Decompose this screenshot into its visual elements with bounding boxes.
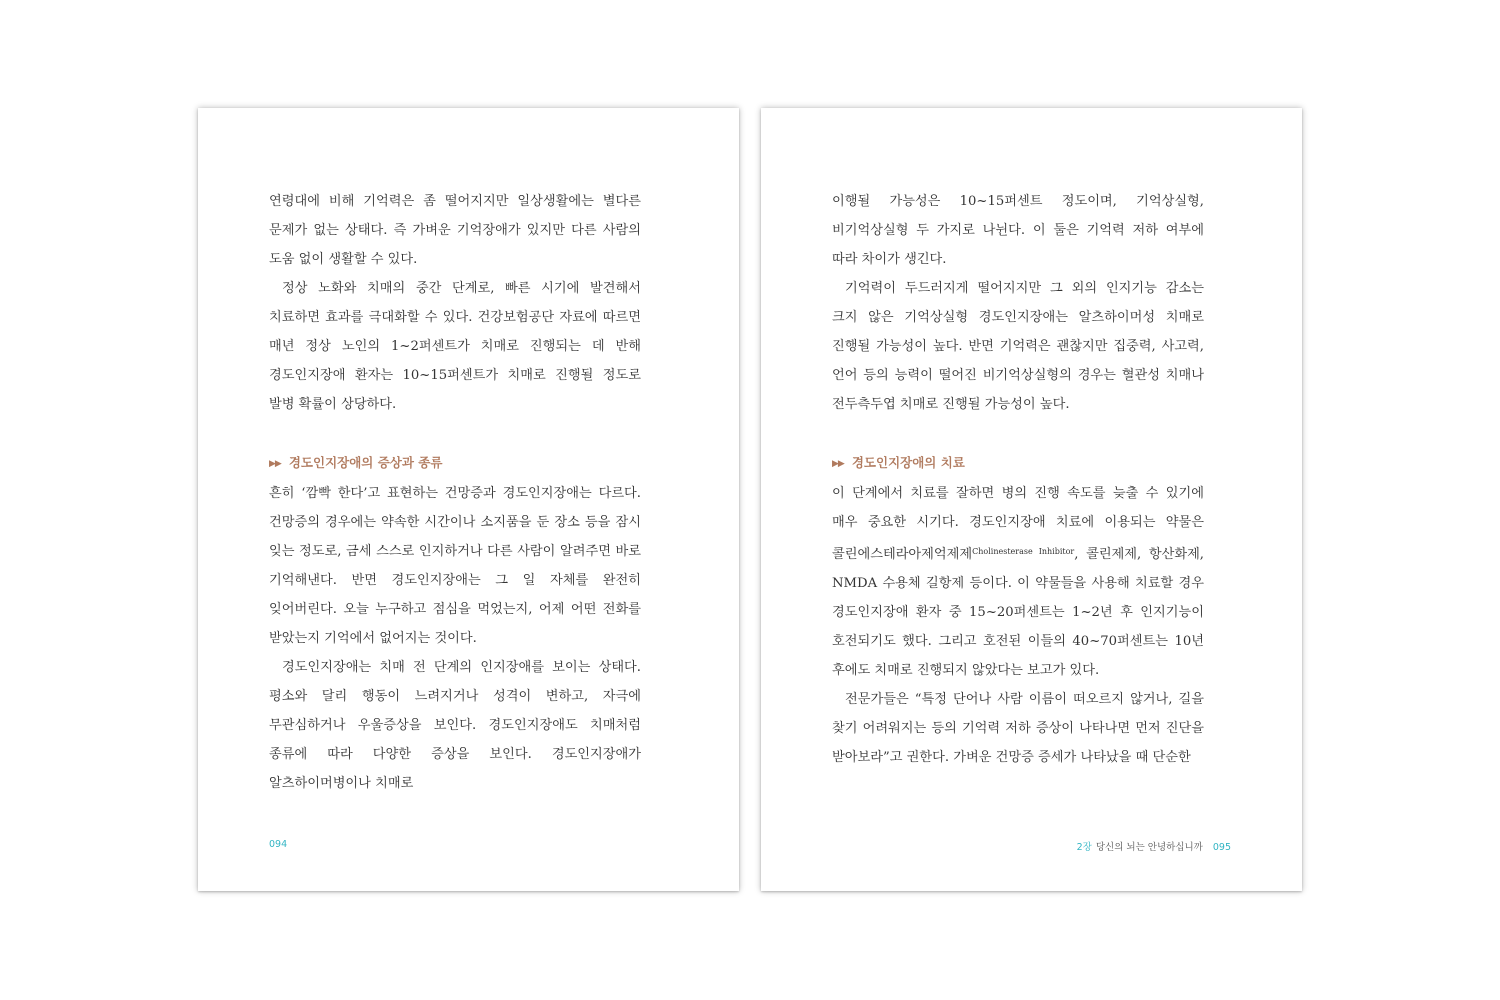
left-page bbox=[198, 108, 739, 891]
paragraph: 기억력이 두드러지게 떨어지지만 그 외의 인지기능 감소는 크지 않은 기억상실형 경도인지장애는 알츠하이머성 치매로 진행될 가능성이 높다. 반면 기억력은 괜찮지만 집중력, 사고력, 언어 등의 능력이 떨어진 비기억상실형의 경우는 혈관성 치매나 전두측두엽 치매로 진행될 가능성이 높다. bbox=[832, 281, 1204, 412]
right-page bbox=[761, 108, 1302, 891]
left-page-body bbox=[269, 187, 641, 798]
section-heading bbox=[269, 448, 641, 479]
paragraph: 전문가들은 “특정 단어나 사람 이름이 떠오르지 않거나, 길을 찾기 어려워지는 등의 기억력 저하 증상이 나타나면 먼저 진단을 받아보라”고 권한다. 가벼운 건망증 증세가 나타났을 때 단순한 bbox=[832, 692, 1204, 765]
english-term-superscript: Cholinesterase Inhibitor bbox=[972, 547, 1075, 556]
paragraph: 흔히 ‘깜빡 한다’고 표현하는 건망증과 경도인지장애는 다르다. 건망증의 경우에는 약속한 시간이나 소지품을 둔 장소 등을 잠시 잊는 정도로, 금세 스스로 인지하거나 다른 사람이 알려주면 바로 기억해낸다. 반면 경도인지장애는 그 일 자체를 완전히 잊어버린다. 오늘 누구하고 점심을 먹었는지, 어제 어떤 전화를 받았는지 기억에서 없어지는 것이다. bbox=[269, 486, 641, 646]
chapter-title: 당신의 뇌는 안녕하십니까 bbox=[1095, 842, 1203, 853]
section-heading-text: 경도인지장애의 증상과 종류 bbox=[288, 455, 443, 470]
right-page-body bbox=[832, 187, 1204, 772]
paragraph: 정상 노화와 치매의 중간 단계로, 빠른 시기에 발견해서 치료하면 효과를 극대화할 수 있다. 건강보험공단 자료에 따르면 매년 정상 노인의 1~2퍼센트가 치매로 진행되는 데 반해 경도인지장애 환자는 10~15퍼센트가 치매로 진행될 정도로 발병 확률이 상당하다. bbox=[269, 281, 641, 412]
paragraph bbox=[832, 479, 1204, 685]
triangle-marker-icon: ▶▶ bbox=[832, 459, 844, 469]
page-number: 094 bbox=[269, 839, 288, 850]
section-heading-text: 경도인지장애의 치료 bbox=[851, 455, 965, 470]
paragraph: 연령대에 비해 기억력은 좀 떨어지지만 일상생활에는 별다른 문제가 없는 상태다. 즉 가벼운 기억장애가 있지만 다른 사람의 도움 없이 생활할 수 있다. bbox=[269, 194, 641, 267]
triangle-marker-icon: ▶▶ bbox=[269, 459, 281, 469]
paragraph: 경도인지장애는 치매 전 단계의 인지장애를 보이는 상태다. 평소와 달리 행동이 느려지거나 성격이 변하고, 자극에 무관심하거나 우울증상을 보인다. 경도인지장애도 치매처럼 종류에 따라 다양한 증상을 보인다. 경도인지장애가 알츠하이머병이나 치매로 bbox=[269, 660, 641, 791]
page-number: 095 bbox=[1212, 842, 1231, 853]
paragraph: 이행될 가능성은 10~15퍼센트 정도이며, 기억상실형, 비기억상실형 두 가지로 나뉜다. 이 둘은 기억력 저하 여부에 따라 차이가 생긴다. bbox=[832, 194, 1204, 267]
page-footer bbox=[269, 839, 287, 850]
paragraph-text: , 콜린제제, 항산화제, NMDA 수용체 길항제 등이다. 이 약물들을 사용해 치료할 경우 경도인지장애 환자 중 15~20퍼센트는 1~2년 후 인지기능이 호전되기도 했다. 그리고 호전된 이들의 40~70퍼센트는 10년 후에도 치매로 진행되지 않았다는 보고가 있다. bbox=[832, 547, 1205, 678]
section-heading bbox=[832, 448, 1204, 479]
chapter-label: 2장 bbox=[1076, 842, 1092, 853]
paragraph-text: 이 단계에서 치료를 잘하면 병의 진행 속도를 늦출 수 있기에 매우 중요한 시기다. 경도인지장애 치료에 이용되는 약물은 콜린에스테라아제억제제 bbox=[832, 486, 1204, 562]
page-footer bbox=[1077, 839, 1231, 853]
